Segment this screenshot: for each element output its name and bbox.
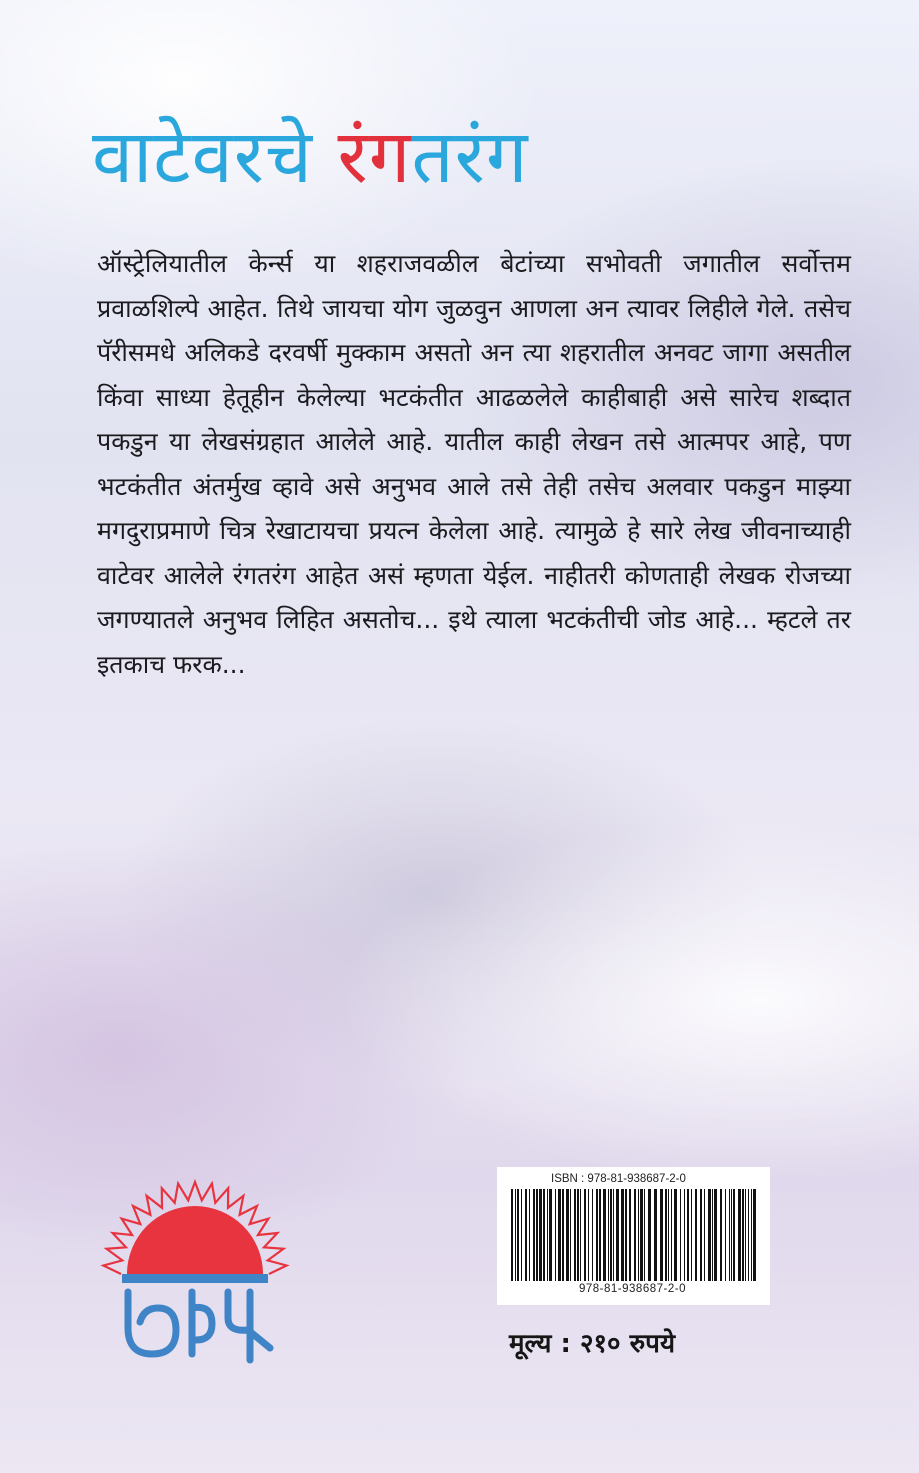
title-part-2: रंग: [337, 114, 412, 200]
publisher-logo: [100, 1162, 290, 1372]
isbn-digits: 978-81-938687-2-0: [579, 1283, 686, 1295]
isbn-label: ISBN : 978-81-938687-2-0: [551, 1173, 686, 1185]
title-part-3: तरंग: [411, 114, 529, 200]
nabha-letters: [128, 1292, 270, 1360]
sun-disc: [127, 1206, 263, 1274]
title-part-1: वाटेवरचे: [92, 114, 338, 200]
blurb-text: ऑस्ट्रेलियातील केर्न्स या शहराजवळील बेटांच्या सभोवती जगातील सर्वोत्तम प्रवाळशिल्पे आहेत. तिथे जायचा योग जुळवुन आणला अन त्यावर लिहीले गेले. तसेच पॅरीसमधे अलिकडे दरवर्षी मुक्काम असतो अन त्या शहरातील अनवट जागा असतील किंवा साध्या हेतूहीन केलेल्या भटकंतीत आढळलेले काहीबाही असे सारेच शब्दात पकडुन या लेखसंग्रहात आलेले आहे. यातील काही लेखन तसे आत्मपर आहे, पण भटकंतीत अंतर्मुख व्हावे असे अनुभव आले तसे तेही तसेच अलवार पकडुन माझ्या मगदुराप्रमाणे चित्र रेखाटायचा प्रयत्न केलेला आहे. त्यामुळे हे सारे लेख जीवनाच्याही वाटेवर आलेले रंगतरंग आहेत असं म्हणता येईल. नाहीतरी कोणताही लेखक रोजच्या जगण्यातले अनुभव लिहित असतोच... इथे त्याला भटकंतीची जोड आहे... म्हटले तर इतकाच फरक...: [97, 249, 851, 679]
price-label: मूल्य : २१० रुपये: [509, 1329, 676, 1359]
book-title: [92, 114, 529, 200]
barcode: [509, 1189, 759, 1281]
horizon-bar: [122, 1274, 268, 1283]
barcode-panel: [497, 1167, 770, 1305]
